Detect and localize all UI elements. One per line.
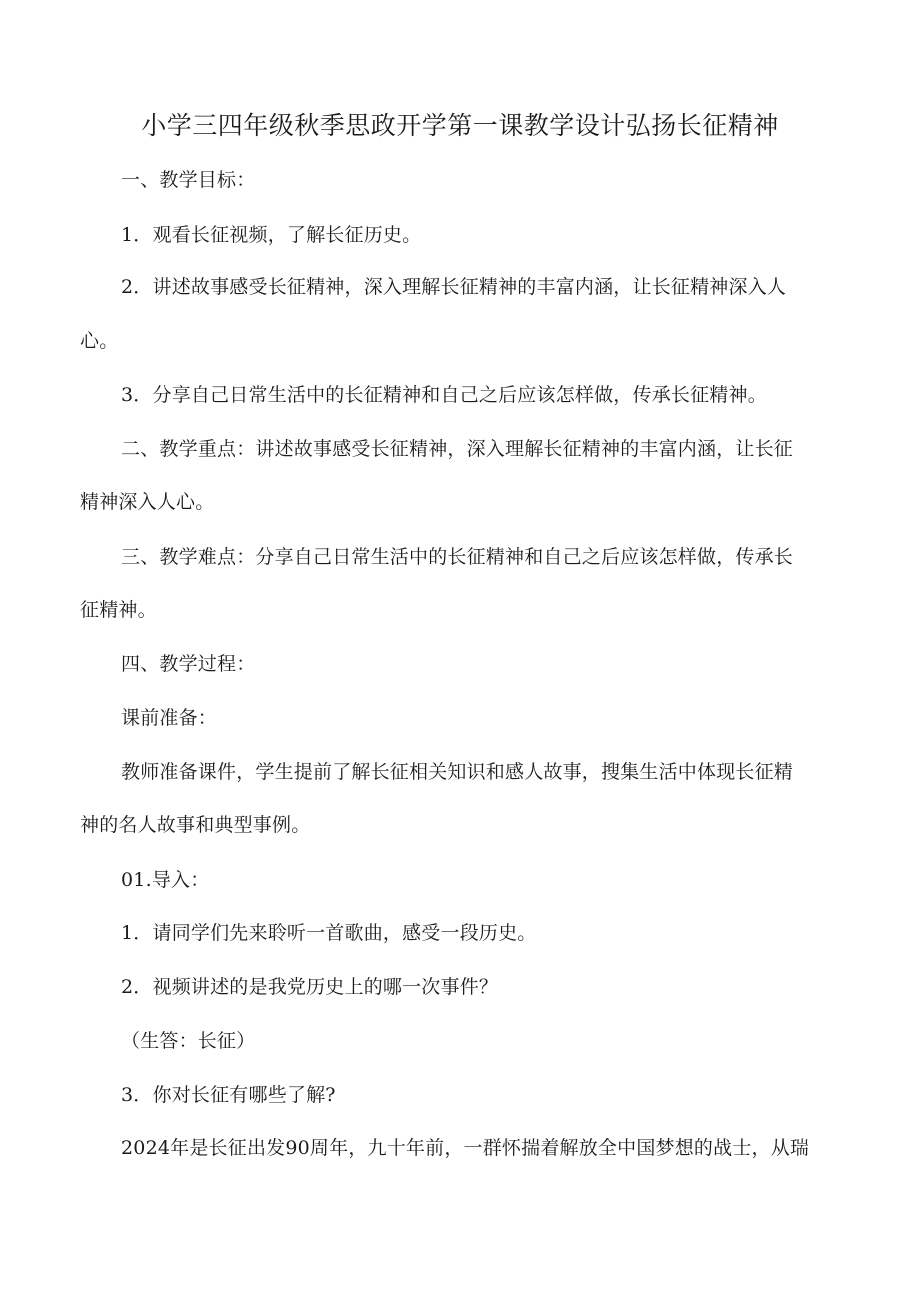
preparation-text-cont: 神的名人故事和典型事例。 (80, 814, 311, 836)
section-heading-keypoints: 二、教学重点：讲述故事感受长征精神，深入理解长征精神的丰富内涵，让长征 (121, 438, 794, 460)
objective-1: 1．观看长征视频，了解长征历史。 (121, 224, 422, 246)
objective-3: 3．分享自己日常生活中的长征精神和自己之后应该怎样做，传承长征精神。 (121, 384, 767, 406)
difficulty-cont: 征精神。 (80, 599, 157, 621)
section-heading-difficulty: 三、教学难点：分享自己日常生活中的长征精神和自己之后应该怎样做，传承长 (121, 546, 794, 568)
objective-2: 2．讲述故事感受长征精神，深入理解长征精神的丰富内涵，让长征精神深入人 (121, 276, 787, 298)
preparation-text: 教师准备课件，学生提前了解长征相关知识和感人故事，搜集生活中体现长征精 (121, 761, 794, 783)
student-answer: （生答：长征） (121, 1030, 256, 1052)
pre-class-heading: 课前准备： (121, 707, 218, 729)
objective-2-cont: 心。 (80, 330, 119, 352)
intro-step-1: 1．请同学们先来聆听一首歌曲，感受一段历史。 (121, 922, 537, 944)
keypoints-cont: 精神深入人心。 (80, 491, 215, 513)
history-paragraph: 2024年是长征出发90周年，九十年前，一群怀揣着解放全中国梦想的战士，从瑞 (121, 1137, 810, 1159)
section-heading-objectives: 一、教学目标： (121, 169, 256, 191)
intro-step-2: 2．视频讲述的是我党历史上的哪一次事件？ (121, 976, 499, 998)
document-title: 小学三四年级秋季思政开学第一课教学设计弘扬长征精神 (141, 111, 779, 140)
section-heading-process: 四、教学过程： (121, 653, 256, 675)
intro-step-3: 3．你对长征有哪些了解? (121, 1084, 336, 1106)
intro-heading: 01.导入： (121, 869, 210, 891)
